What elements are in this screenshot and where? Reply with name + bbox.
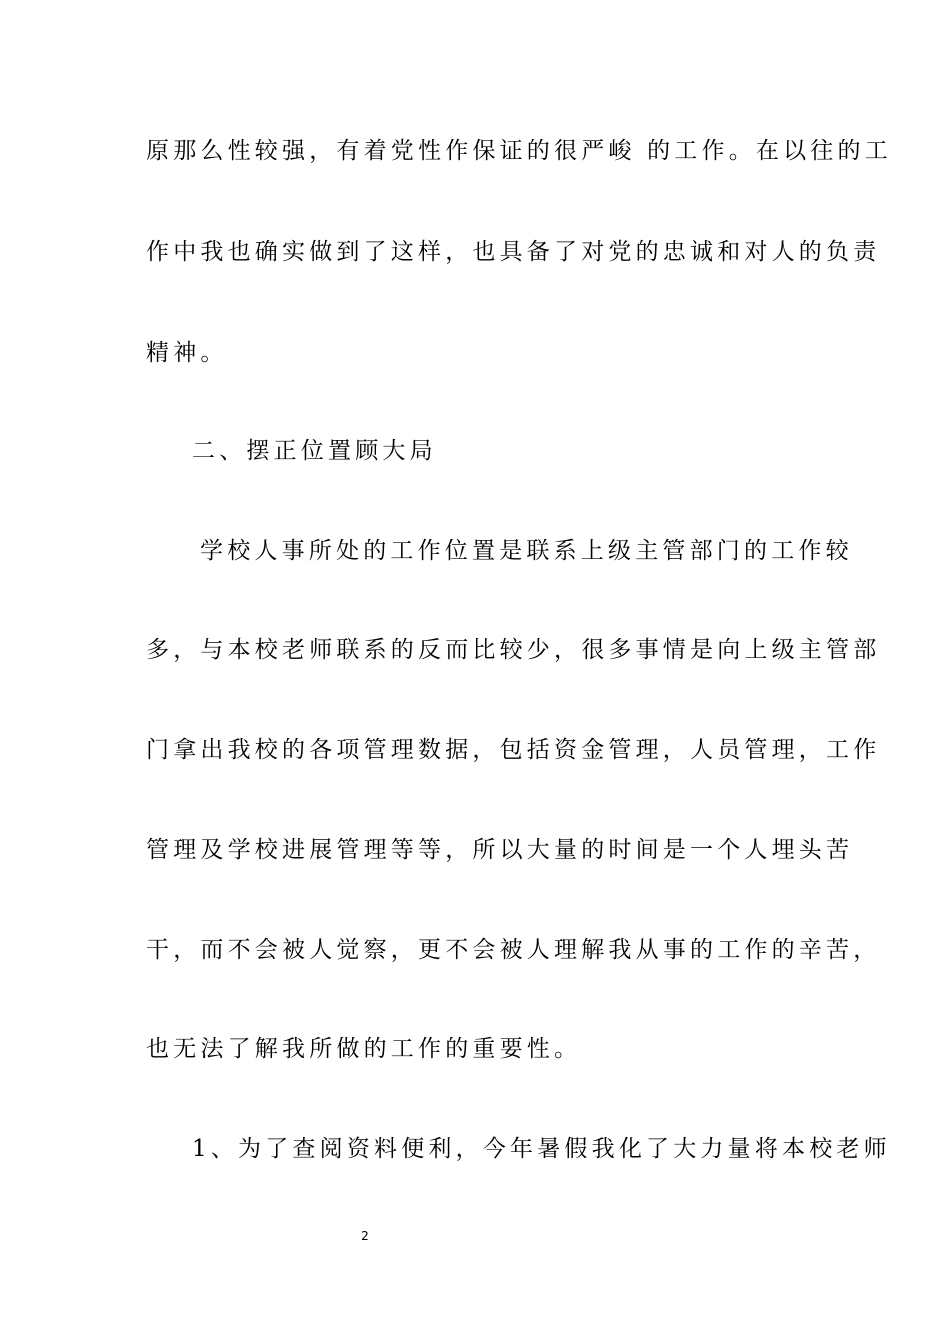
paragraph-2-line-6: 也无法了解我所做的工作的重要性。: [146, 1036, 582, 1062]
section-heading: 二、摆正位置顾大局: [192, 438, 437, 464]
paragraph-2-line-3: 门拿出我校的各项管理数据，包括资金管理，人员管理，工作: [146, 737, 881, 763]
paragraph-2-line-4: 管理及学校进展管理等等，所以大量的时间是一个人埋头苦: [146, 837, 854, 863]
paragraph-1-line-3: 精神。: [146, 340, 228, 366]
paragraph-1-line-2: 作中我也确实做到了这样，也具备了对党的忠诚和对人的负责: [146, 239, 881, 265]
page-number: 2: [361, 1229, 369, 1243]
paragraph-2-line-2: 多，与本校老师联系的反而比较少，很多事情是向上级主管部: [146, 637, 881, 663]
paragraph-2-line-1: 学校人事所处的工作位置是联系上级主管部门的工作较: [200, 538, 853, 564]
item-1-line-1: 1、为了查阅资料便利，今年暑假我化了大力量将本校老师: [192, 1136, 891, 1162]
paragraph-2-line-5: 干，而不会被人觉察，更不会被人理解我从事的工作的辛苦，: [146, 937, 881, 963]
paragraph-1-line-1: 原那么性较强，有着党性作保证的很严峻 的工作。在以往的工: [146, 138, 892, 164]
